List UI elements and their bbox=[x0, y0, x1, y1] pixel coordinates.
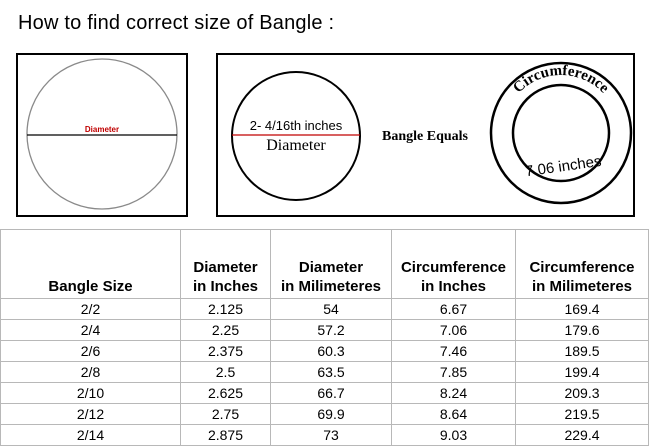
bangle-size-table bbox=[0, 229, 649, 446]
cell-circumference-mm: 229.4 bbox=[516, 425, 649, 446]
cell-size: 2/14 bbox=[1, 425, 181, 446]
diameter-diagram bbox=[18, 55, 186, 215]
cell-diameter-in: 2.125 bbox=[181, 299, 271, 320]
cell-diameter-mm: 60.3 bbox=[271, 341, 392, 362]
table-row bbox=[1, 341, 649, 362]
diameter-text: Diameter bbox=[266, 137, 326, 154]
circumference-value: 7.06 inches bbox=[524, 152, 603, 181]
cell-diameter-mm: 57.2 bbox=[271, 320, 392, 341]
cell-circumference-mm: 219.5 bbox=[516, 404, 649, 425]
diameter-diagram-box bbox=[16, 53, 188, 217]
cell-diameter-mm: 66.7 bbox=[271, 383, 392, 404]
cell-diameter-mm: 63.5 bbox=[271, 362, 392, 383]
cell-diameter-mm: 73 bbox=[271, 425, 392, 446]
diameter-label: Diameter bbox=[84, 125, 120, 134]
table-row bbox=[1, 299, 649, 320]
table-row bbox=[1, 383, 649, 404]
cell-circumference-mm: 189.5 bbox=[516, 341, 649, 362]
cell-circumference-in: 7.46 bbox=[392, 341, 516, 362]
bangle-circle bbox=[27, 59, 177, 209]
cell-size: 2/4 bbox=[1, 320, 181, 341]
diameter-circle bbox=[232, 72, 360, 200]
page-title: How to find correct size of Bangle : bbox=[18, 12, 335, 34]
bangle-equals-text: Bangle Equals bbox=[382, 129, 468, 144]
cell-diameter-in: 2.75 bbox=[181, 404, 271, 425]
header-circumference-mm: Circumference in Milimeteres bbox=[516, 230, 649, 299]
circumference-arc-label bbox=[510, 63, 612, 97]
cell-circumference-mm: 209.3 bbox=[516, 383, 649, 404]
cell-size: 2/2 bbox=[1, 299, 181, 320]
header-diameter-inches: Diameter in Inches bbox=[181, 230, 271, 299]
table-row bbox=[1, 404, 649, 425]
cell-size: 2/12 bbox=[1, 404, 181, 425]
cell-diameter-in: 2.25 bbox=[181, 320, 271, 341]
header-diameter-mm: Diameter in Milimeteres bbox=[271, 230, 392, 299]
cell-size: 2/8 bbox=[1, 362, 181, 383]
cell-circumference-mm: 179.6 bbox=[516, 320, 649, 341]
cell-diameter-in: 2.375 bbox=[181, 341, 271, 362]
header-circumference-inches: Circumference in Inches bbox=[392, 230, 516, 299]
cell-diameter-in: 2.625 bbox=[181, 383, 271, 404]
cell-circumference-in: 8.64 bbox=[392, 404, 516, 425]
cell-circumference-mm: 169.4 bbox=[516, 299, 649, 320]
cell-diameter-mm: 54 bbox=[271, 299, 392, 320]
table-row bbox=[1, 425, 649, 446]
cell-size: 2/10 bbox=[1, 383, 181, 404]
cell-size: 2/6 bbox=[1, 341, 181, 362]
cell-circumference-in: 7.06 bbox=[392, 320, 516, 341]
cell-diameter-in: 2.875 bbox=[181, 425, 271, 446]
table-header-row bbox=[1, 230, 649, 299]
bangle-equals-diagram-box bbox=[216, 53, 635, 217]
table-row bbox=[1, 320, 649, 341]
cell-diameter-mm: 69.9 bbox=[271, 404, 392, 425]
cell-circumference-in: 7.85 bbox=[392, 362, 516, 383]
header-bangle-size: Bangle Size bbox=[1, 230, 181, 299]
diameter-value: 2- 4/16th inches bbox=[249, 118, 343, 133]
cell-circumference-in: 6.67 bbox=[392, 299, 516, 320]
cell-circumference-in: 9.03 bbox=[392, 425, 516, 446]
table-row bbox=[1, 362, 649, 383]
cell-circumference-in: 8.24 bbox=[392, 383, 516, 404]
circumference-arc-text: Circumference bbox=[510, 62, 612, 97]
cell-circumference-mm: 199.4 bbox=[516, 362, 649, 383]
cell-diameter-in: 2.5 bbox=[181, 362, 271, 383]
bangle-equals-diagram bbox=[218, 55, 633, 215]
